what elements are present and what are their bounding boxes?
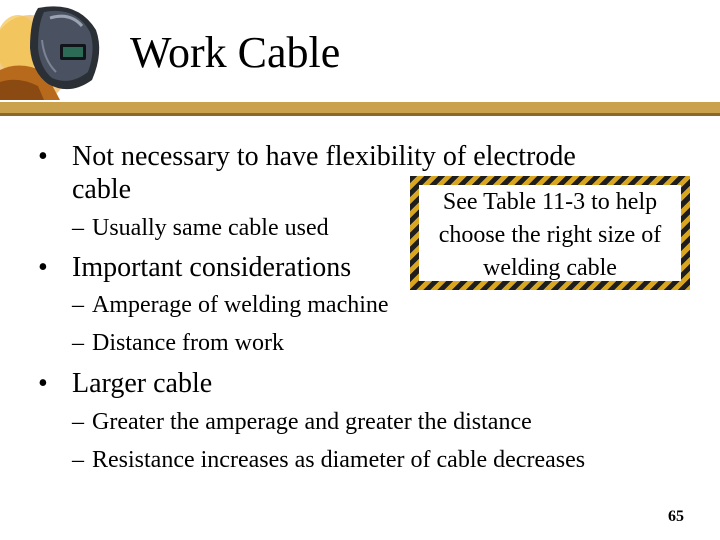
page-number: 65 <box>668 508 684 525</box>
sub-bullet-text: Distance from work <box>92 330 284 356</box>
bullet-text: Not necessary to have flexibility of electrode <box>72 141 576 172</box>
bullet-glyph: • <box>38 252 48 283</box>
title-divider <box>0 102 720 113</box>
welder-helmet-icon <box>0 0 108 100</box>
bullet-flexibility <box>38 140 576 173</box>
title-divider-shadow <box>0 113 720 116</box>
callout-line: welding cable <box>483 255 617 281</box>
bullet-larger-cable <box>38 367 213 400</box>
dash-glyph: – <box>72 292 84 318</box>
dash-glyph: – <box>72 409 84 435</box>
bullet-glyph: • <box>38 368 48 399</box>
sub-bullet-distance <box>72 329 284 357</box>
sub-bullet-text: Amperage of welding machine <box>92 292 389 318</box>
slide-title: Work Cable <box>130 28 341 77</box>
bullet-text: Important considerations <box>72 252 352 283</box>
dash-glyph: – <box>72 447 84 473</box>
sub-bullet-amperage <box>72 291 389 319</box>
sub-bullet-same-cable <box>72 214 329 242</box>
sub-bullet-resistance <box>72 446 585 474</box>
dash-glyph: – <box>72 215 84 241</box>
bullet-text: cable <box>72 174 132 205</box>
sub-bullet-text: Greater the amperage and greater the distance <box>92 409 532 435</box>
bullet-flexibility-continued <box>72 173 131 206</box>
table-reference-callout <box>410 176 690 290</box>
sub-bullet-greater-amperage <box>72 408 532 436</box>
sub-bullet-text: Resistance increases as diameter of cable decreases <box>92 447 586 473</box>
bullet-glyph: • <box>38 141 48 172</box>
callout-line: See Table 11-3 to help <box>442 189 658 215</box>
dash-glyph: – <box>72 330 84 356</box>
sub-bullet-text: Usually same cable used <box>92 215 329 241</box>
callout-body <box>419 185 681 281</box>
bullet-considerations <box>38 251 352 284</box>
callout-line: choose the right size of <box>438 222 662 248</box>
bullet-text: Larger cable <box>72 368 213 399</box>
